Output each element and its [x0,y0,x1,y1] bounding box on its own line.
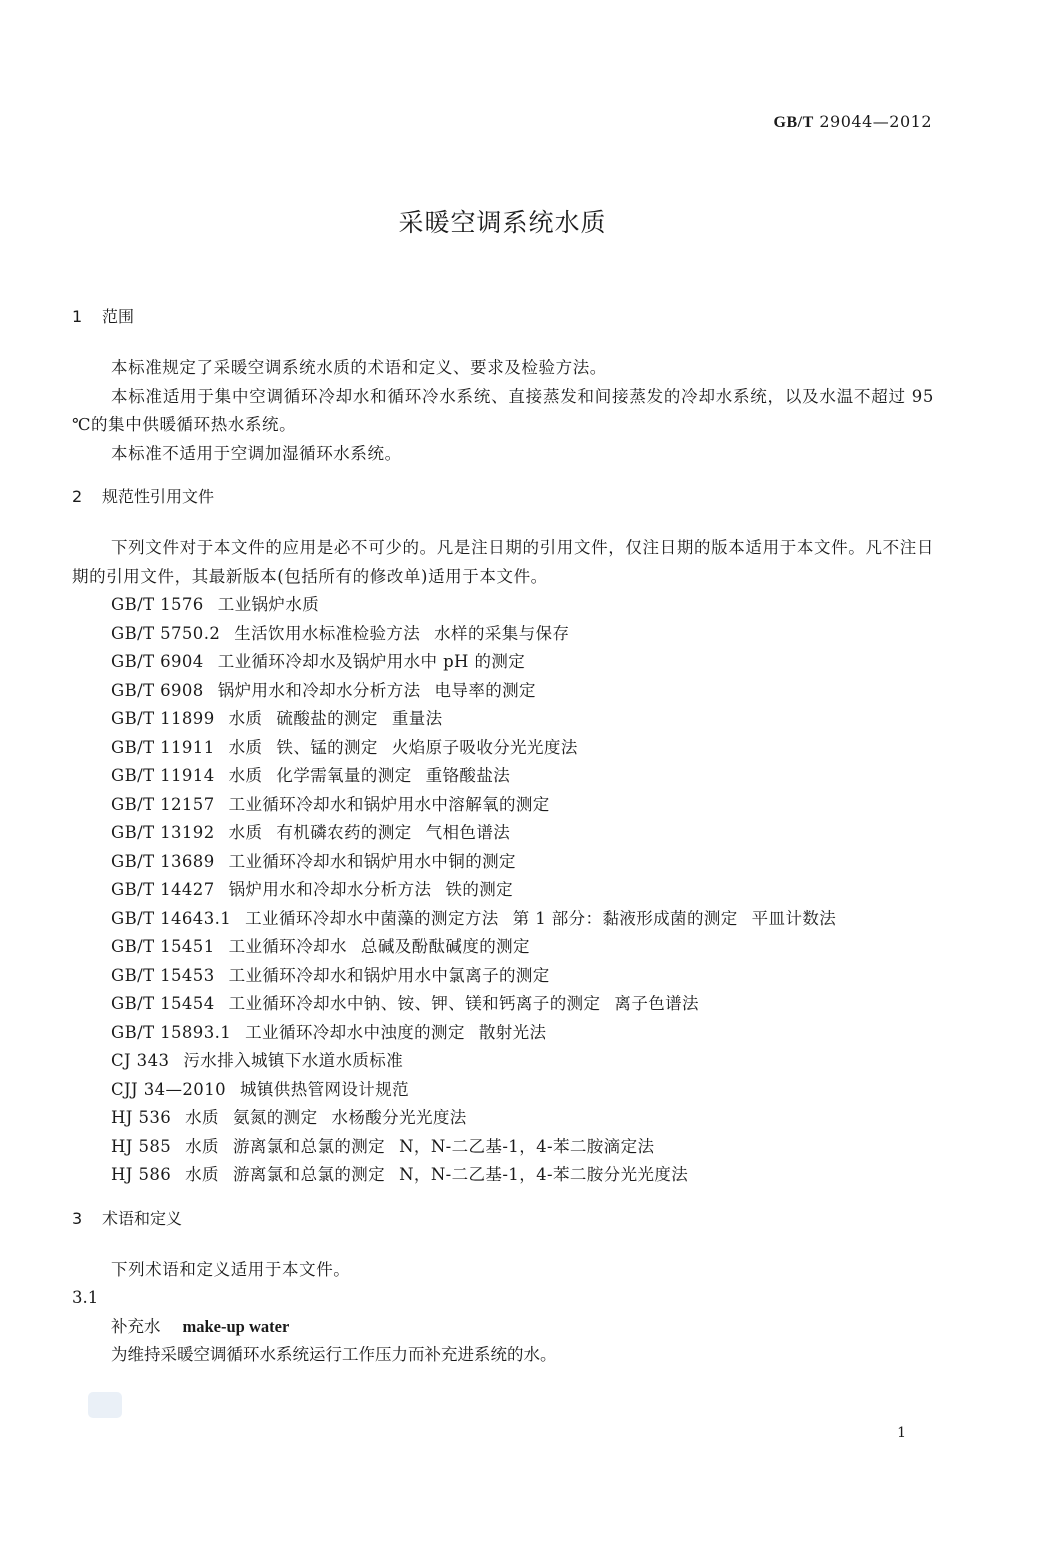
reference-item [72,848,934,877]
reference-title: 工业循环冷却水和锅炉用水中铜的测定 [228,851,516,871]
reference-subtitle: 电导率的测定 [434,680,536,700]
reference-item [72,677,934,706]
paragraph: 本标准规定了采暖空调系统水质的术语和定义、要求及检验方法。 [111,358,607,377]
reference-code: GB/T 11911 [111,737,215,757]
reference-subtitle: 散射光法 [478,1022,547,1042]
reference-title: 工业循环冷却水 [228,937,347,956]
section-heading-scope [72,300,934,334]
reference-item [72,1019,934,1048]
reference-title: 工业循环冷却水中浊度的测定 [245,1022,465,1042]
reference-title: 工业循环冷却水和锅炉用水中溶解氧的测定 [228,794,550,814]
reference-item [72,1104,934,1133]
reference-item [72,990,934,1019]
section-number: 3 [72,1208,83,1228]
reference-code: GB/T 6908 [111,680,204,700]
reference-code: GB/T 14427 [111,880,215,899]
reference-subtitle: 离子色谱法 [614,994,699,1013]
reference-item [72,791,934,820]
reference-item [72,905,934,934]
reference-item [72,648,934,677]
reference-list [72,591,934,1190]
reference-subtitle: 总碱及酚酞碱度的测定 [360,937,530,956]
reference-item [72,819,934,848]
section-title: 术语和定义 [102,1208,183,1228]
reference-subtitle: 火焰原子吸收分光光度法 [391,737,578,757]
reference-subtitle: 氨氮的测定 [232,1108,318,1127]
reference-title: 工业循环冷却水和锅炉用水中氯离子的测定 [228,965,550,985]
watermark-logo [88,1392,122,1418]
section-heading-references [72,480,934,514]
reference-subtitle: 平皿计数法 [751,908,837,928]
reference-item [72,705,934,734]
reference-subtitle: 铁的测定 [445,880,514,899]
reference-code: GB/T 15451 [111,937,215,956]
reference-code: CJ 343 [111,1051,170,1070]
reference-subtitle: N，N-二乙基-1，4-苯二胺滴定法 [399,1136,655,1156]
reference-subtitle: N，N-二乙基-1，4-苯二胺分光光度法 [399,1165,689,1184]
document-title: 采暖空调系统水质 [398,208,607,237]
reference-item [72,1161,934,1190]
reference-item [72,591,934,620]
reference-code: GB/T 11914 [111,766,215,785]
reference-title: 工业循环冷却水中钠、铵、钾、镁和钙离子的测定 [228,994,601,1013]
reference-code: HJ 536 [111,1108,172,1127]
reference-title: 水质 [228,737,263,757]
reference-code: CJJ 34—2010 [111,1079,226,1099]
reference-subtitle: 重铬酸盐法 [425,766,511,785]
reference-item [72,620,934,649]
paragraph: 下列文件对于本文件的应用是必不可少的。凡是注日期的引用文件，仅注日期的版本适用于本文件。凡不注日期的引用文件，其最新版本(包括所有的修改单)适用于本文件。 [72,538,934,586]
reference-title: 水质 [228,766,263,785]
reference-subtitle: 水样的采集与保存 [434,623,570,643]
document-body [72,300,934,1370]
section-number: 1 [72,307,83,326]
reference-code: GB/T 11899 [111,709,215,728]
reference-title: 锅炉用水和冷却水分析方法 [228,880,432,899]
reference-code: HJ 585 [111,1136,172,1156]
reference-code: GB/T 15453 [111,965,215,985]
paragraph: 本标准不适用于空调加湿循环水系统。 [111,443,402,463]
reference-subtitle: 气相色谱法 [425,823,511,842]
section-number: 2 [72,487,83,506]
reference-title: 城镇供热管网设计规范 [240,1079,409,1099]
reference-subtitle: 重量法 [391,709,443,728]
reference-code: GB/T 14643.1 [111,908,232,928]
reference-code: GB/T 13689 [111,851,215,871]
reference-subtitle: 游离氯和总氯的测定 [232,1165,386,1184]
page-number: 1 [897,1425,906,1441]
reference-title: 水质 [185,1136,219,1156]
reference-title: 工业锅炉水质 [217,595,320,614]
reference-title: 水质 [185,1108,219,1127]
paragraph: 本标准适用于集中空调循环冷却水和循环冷水系统、直接蒸发和间接蒸发的冷却水系统，以及水温不超过 95 ℃的集中供暖循环热水系统。 [72,386,934,434]
reference-title: 水质 [185,1165,219,1184]
reference-code: GB/T 15893.1 [111,1022,232,1042]
term-chinese: 补充水 [111,1316,161,1336]
term-definition: 为维持采暖空调循环水系统运行工作压力而补充进系统的水。 [111,1345,557,1364]
term-entry [72,1313,934,1342]
reference-item [72,933,934,962]
reference-item [72,1047,934,1076]
reference-item [72,762,934,791]
reference-code: GB/T 1576 [111,595,204,614]
reference-item [72,876,934,905]
reference-title: 锅炉用水和冷却水分析方法 [217,680,421,700]
section-title: 范围 [102,307,135,326]
reference-item [72,734,934,763]
reference-subtitle: 硫酸盐的测定 [276,709,378,728]
reference-subtitle: 第 1 部分：黏液形成菌的测定 [512,908,738,928]
reference-code: GB/T 15454 [111,994,215,1013]
reference-code: HJ 586 [111,1165,172,1184]
reference-title: 工业循环冷却水及锅炉用水中 pH 的测定 [217,652,526,671]
standard-number [774,112,932,132]
reference-title: 生活饮用水标准检验方法 [234,623,421,643]
reference-subtitle: 化学需氧量的测定 [276,766,412,785]
reference-subtitle: 水杨酸分光光度法 [331,1108,467,1127]
reference-code: GB/T 5750.2 [111,623,221,643]
reference-item [72,1076,934,1105]
reference-code: GB/T 6904 [111,652,204,671]
reference-title: 工业循环冷却水中菌藻的测定方法 [245,908,499,928]
reference-title: 水质 [228,709,263,728]
standard-code: 29044—2012 [819,112,932,131]
reference-title: 污水排入城镇下水道水质标准 [183,1051,404,1070]
section-title: 规范性引用文件 [102,487,215,506]
reference-subtitle: 有机磷农药的测定 [276,823,412,842]
section-heading-terms [72,1202,934,1236]
term-english: make-up water [182,1316,290,1336]
reference-item [72,1133,934,1162]
reference-code: GB/T 13192 [111,823,215,842]
term-number: 3.1 [72,1288,99,1307]
reference-item [72,962,934,991]
reference-title: 水质 [228,823,263,842]
paragraph: 下列术语和定义适用于本文件。 [111,1259,351,1279]
reference-subtitle: 游离氯和总氯的测定 [232,1136,386,1156]
reference-code: GB/T 12157 [111,794,215,814]
reference-subtitle: 铁、锰的测定 [276,737,378,757]
standard-prefix: GB/T [773,114,814,131]
